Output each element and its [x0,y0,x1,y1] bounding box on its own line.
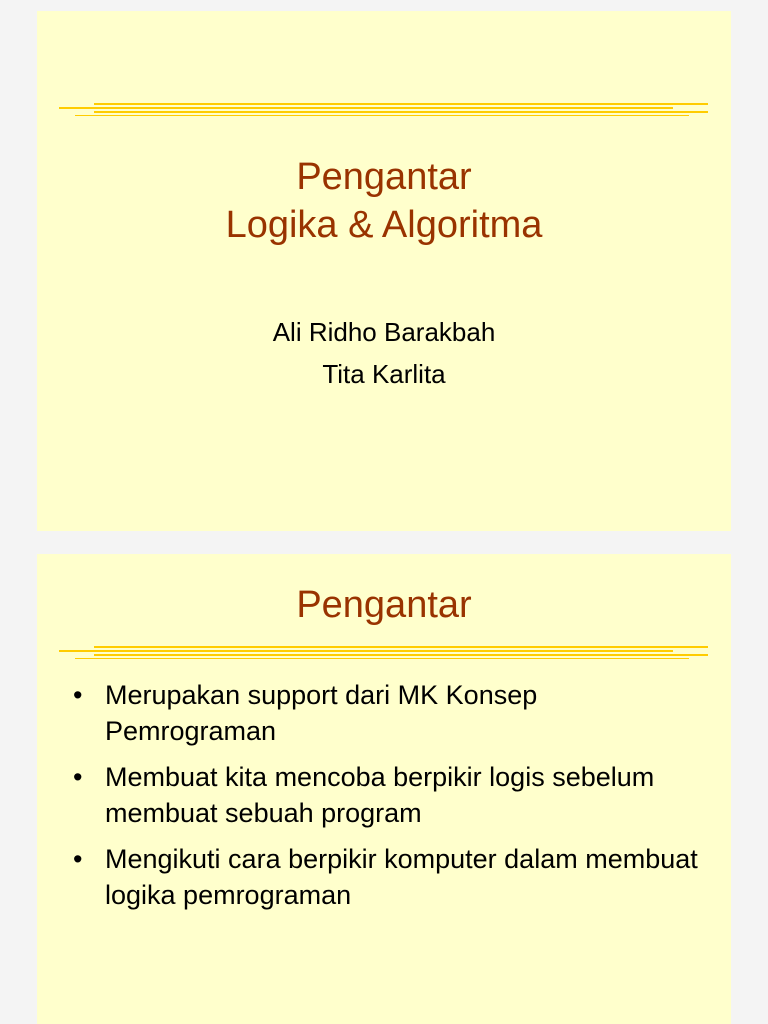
bullet-text: Membuat kita mencoba berpikir logis sebelum membuat sebuah program [105,762,655,828]
title-line-1: Pengantar [296,156,472,198]
rule-line [94,111,708,113]
list-item [67,759,707,831]
slide-title-heading [37,153,731,249]
rule-line [75,115,689,116]
rule-line [59,650,673,652]
rule-line [94,103,708,105]
bullet-icon: • [73,680,83,710]
title-line-2: Logika & Algoritma [225,204,543,246]
slide-heading: Pengantar [296,584,472,626]
decorative-rule [37,103,731,117]
rule-line [75,658,689,659]
bullet-text: Merupakan support dari MK Konsep Pemrograman [105,680,538,746]
list-item [67,677,707,749]
rule-line [94,654,708,656]
bullet-icon: • [73,762,83,792]
author-name: Tita Karlita [322,359,446,389]
bullet-text: Mengikuti cara berpikir komputer dalam membuat logika pemrograman [105,844,698,910]
bullet-icon: • [73,844,83,874]
author-name: Ali Ridho Barakbah [272,317,496,347]
rule-line [59,107,673,109]
rule-line [94,646,708,648]
decorative-rule [37,646,731,660]
slide-introduction [37,554,731,1024]
bullet-list [67,677,707,923]
authors [37,311,731,395]
slide-title [37,11,731,531]
list-item [67,841,707,913]
